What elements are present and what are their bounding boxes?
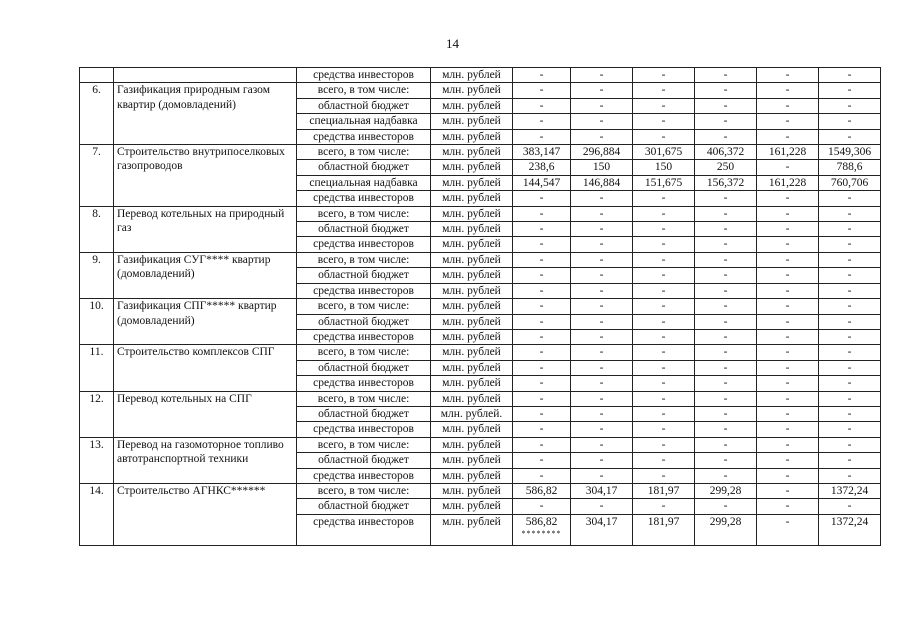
value-cell: - [757,268,819,283]
table-row [80,299,881,314]
value-cell: - [819,437,881,452]
unit-cell: млн. рублей [431,514,513,545]
unit-cell: млн. рублей [431,422,513,437]
value-cell: - [819,329,881,344]
value-cell: - [757,453,819,468]
value-cell: - [633,345,695,360]
value-cell: - [695,114,757,129]
unit-cell: млн. рублей [431,237,513,252]
row-number-cell: 7. [80,145,114,207]
value-cell: - [695,406,757,421]
value-cell: - [513,237,571,252]
table-row [80,483,881,498]
value-cell: - [571,360,633,375]
unit-cell: млн. рублей [431,453,513,468]
value-cell: - [819,453,881,468]
value-cell: - [513,376,571,391]
table-row [80,68,881,83]
value-cell: 250 [695,160,757,175]
value-cell: - [513,453,571,468]
funding-source-cell: областной бюджет [297,360,431,375]
value-cell: - [513,437,571,452]
value-cell: - [571,422,633,437]
budget-table-wrap [79,67,881,546]
value-cell: - [819,129,881,144]
value-cell: - [819,98,881,113]
value-cell: - [819,114,881,129]
row-number-cell: 9. [80,252,114,298]
value-cell: - [633,283,695,298]
value-cell: - [819,499,881,514]
value-cell: - [757,422,819,437]
value-cell: - [571,406,633,421]
value-cell: - [633,206,695,221]
item-name-cell: Перевод на газомоторное топливо автотранспортной техники [114,437,297,483]
unit-cell: млн. рублей [431,345,513,360]
value-cell: - [695,453,757,468]
funding-source-cell: средства инвесторов [297,191,431,206]
value-cell: - [819,406,881,421]
value-cell: - [695,283,757,298]
value-cell: - [571,376,633,391]
value-cell: - [757,252,819,267]
value-cell: - [757,314,819,329]
value-cell: - [513,314,571,329]
value-cell: - [819,83,881,98]
value-cell: - [819,237,881,252]
value-cell: - [571,129,633,144]
value-cell: - [757,483,819,498]
value-cell: 296,884 [571,145,633,160]
value-cell: - [571,252,633,267]
unit-cell: млн. рублей [431,206,513,221]
unit-cell: млн. рублей [431,129,513,144]
value-cell: - [513,191,571,206]
value-cell: 299,28 [695,483,757,498]
value-cell: - [757,437,819,452]
value-cell [513,514,571,545]
value-cell: - [571,314,633,329]
unit-cell: млн. рублей. [431,406,513,421]
funding-source-cell: всего, в том числе: [297,345,431,360]
item-name-cell: Строительство АГНКС****** [114,483,297,545]
funding-source-cell: средства инвесторов [297,422,431,437]
value-cell: - [513,68,571,83]
funding-source-cell: всего, в том числе: [297,83,431,98]
value-cell: - [571,98,633,113]
value-cell: - [695,252,757,267]
value-cell: - [633,222,695,237]
value-cell: - [757,376,819,391]
value-cell: - [819,299,881,314]
unit-cell: млн. рублей [431,145,513,160]
value-cell: 301,675 [633,145,695,160]
value-cell: - [757,160,819,175]
funding-source-cell: всего, в том числе: [297,145,431,160]
value-cell: 299,28 [695,514,757,545]
value-cell: - [513,283,571,298]
value-cell: - [633,83,695,98]
funding-source-cell: областной бюджет [297,499,431,514]
value-cell: - [571,499,633,514]
value-cell: - [513,222,571,237]
row-number-cell: 14. [80,483,114,545]
funding-source-cell: всего, в том числе: [297,206,431,221]
row-number-cell: 10. [80,299,114,345]
value-cell: - [571,206,633,221]
value-cell: - [633,114,695,129]
value-cell: 150 [633,160,695,175]
value-cell: - [695,437,757,452]
table-body [80,68,881,546]
value-cell: - [513,299,571,314]
value-cell: - [757,191,819,206]
value-cell: - [695,237,757,252]
value-cell: - [633,453,695,468]
unit-cell: млн. рублей [431,191,513,206]
value-cell: - [633,299,695,314]
value-cell: - [513,98,571,113]
funding-source-cell: средства инвесторов [297,514,431,545]
unit-cell: млн. рублей [431,329,513,344]
value-cell: 760,706 [819,175,881,190]
value-cell: - [513,360,571,375]
value-cell: - [757,360,819,375]
value-cell: - [571,283,633,298]
funding-source-cell: средства инвесторов [297,68,431,83]
value-cell: - [633,391,695,406]
value-cell: - [633,422,695,437]
funding-source-cell: всего, в том числе: [297,299,431,314]
table-row [80,252,881,267]
item-name-cell: Перевод котельных на СПГ [114,391,297,437]
unit-cell: млн. рублей [431,468,513,483]
funding-source-cell: областной бюджет [297,268,431,283]
value-cell: - [513,468,571,483]
row-number-cell [80,68,114,83]
value-cell: - [819,468,881,483]
value-cell: - [819,252,881,267]
value-cell: - [513,391,571,406]
value-cell: - [633,360,695,375]
value-cell: - [695,98,757,113]
unit-cell: млн. рублей [431,360,513,375]
value-cell: - [757,283,819,298]
funding-source-cell: средства инвесторов [297,468,431,483]
value-cell: 150 [571,160,633,175]
value-cell: 161,228 [757,175,819,190]
unit-cell: млн. рублей [431,160,513,175]
table-row [80,145,881,160]
row-number-cell: 8. [80,206,114,252]
unit-cell: млн. рублей [431,98,513,113]
value-cell: - [571,268,633,283]
value-cell: 304,17 [571,514,633,545]
value-cell: - [819,360,881,375]
value-cell: - [633,237,695,252]
funding-source-cell: областной бюджет [297,160,431,175]
unit-cell: млн. рублей [431,68,513,83]
value-cell: 181,97 [633,514,695,545]
value-cell: - [571,345,633,360]
value-cell: - [695,422,757,437]
value-cell: - [819,222,881,237]
table-row [80,391,881,406]
value-cell: 151,675 [633,175,695,190]
value-cell: - [757,222,819,237]
unit-cell: млн. рублей [431,391,513,406]
unit-cell: млн. рублей [431,376,513,391]
value-cell: - [633,252,695,267]
page-number: 14 [446,36,459,51]
unit-cell: млн. рублей [431,114,513,129]
value-cell: - [633,468,695,483]
value-cell: - [819,68,881,83]
funding-source-cell: средства инвесторов [297,376,431,391]
value-cell: - [633,98,695,113]
item-name-cell: Строительство комплексов СПГ [114,345,297,391]
value-cell: 1372,24 [819,514,881,545]
value-cell: - [571,453,633,468]
value-cell: 161,228 [757,145,819,160]
value-cell: 144,547 [513,175,571,190]
value-cell: - [819,345,881,360]
value-cell: - [757,299,819,314]
budget-table [79,67,881,546]
value-cell: - [757,206,819,221]
funding-source-cell: всего, в том числе: [297,437,431,452]
value-cell: - [695,468,757,483]
unit-cell: млн. рублей [431,268,513,283]
unit-cell: млн. рублей [431,175,513,190]
value-cell: - [819,376,881,391]
funding-source-cell: всего, в том числе: [297,252,431,267]
value-cell: - [513,345,571,360]
value-cell: - [513,129,571,144]
unit-cell: млн. рублей [431,437,513,452]
table-row [80,83,881,98]
value-cell: - [695,499,757,514]
value-cell: - [513,422,571,437]
value-cell: - [695,83,757,98]
value-cell: - [757,499,819,514]
value-cell: - [757,114,819,129]
value-cell: - [695,206,757,221]
value-cell: 383,147 [513,145,571,160]
unit-cell: млн. рублей [431,252,513,267]
funding-source-cell: областной бюджет [297,406,431,421]
value-cell: - [819,283,881,298]
value-cell: - [695,268,757,283]
value-cell: - [819,422,881,437]
item-name-cell: Газификация природным газом квартир (домовладений) [114,83,297,145]
row-number-cell: 11. [80,345,114,391]
item-name-cell [114,68,297,83]
value-cell: - [571,191,633,206]
value-cell: - [695,376,757,391]
value-cell: - [695,299,757,314]
value-cell: - [819,191,881,206]
value-cell: - [695,345,757,360]
value-cell: 181,97 [633,483,695,498]
value-cell: - [513,329,571,344]
funding-source-cell: областной бюджет [297,222,431,237]
value-cell: - [757,514,819,545]
funding-source-cell: средства инвесторов [297,329,431,344]
funding-source-cell: всего, в том числе: [297,391,431,406]
value-cell: - [695,222,757,237]
row-number-cell: 12. [80,391,114,437]
unit-cell: млн. рублей [431,83,513,98]
value-cell: 788,6 [819,160,881,175]
value-cell: - [695,360,757,375]
value-cell: - [513,252,571,267]
item-name-cell: Газификация СПГ***** квартир (домовладений) [114,299,297,345]
value-cell: - [633,329,695,344]
value-cell: - [571,299,633,314]
unit-cell: млн. рублей [431,483,513,498]
funding-source-cell: специальная надбавка [297,175,431,190]
value-cell: - [633,191,695,206]
value-cell: - [571,237,633,252]
row-number-cell: 6. [80,83,114,145]
unit-cell: млн. рублей [431,314,513,329]
value-cell: - [757,329,819,344]
item-name-cell: Строительство внутрипоселковых газопроводов [114,145,297,207]
value-cell: - [513,114,571,129]
value-cell: 304,17 [571,483,633,498]
item-name-cell: Перевод котельных на природный газ [114,206,297,252]
funding-source-cell: средства инвесторов [297,129,431,144]
value-cell: - [633,437,695,452]
funding-source-cell: всего, в том числе: [297,483,431,498]
value-cell: - [695,391,757,406]
value-cell: - [757,129,819,144]
value-cell: - [571,329,633,344]
funding-source-cell: специальная надбавка [297,114,431,129]
value-cell: - [513,206,571,221]
table-row [80,437,881,452]
value-cell: - [513,83,571,98]
value-cell: - [819,391,881,406]
value-cell: 1372,24 [819,483,881,498]
value-cell: - [513,406,571,421]
funding-source-cell: областной бюджет [297,453,431,468]
row-number-cell: 13. [80,437,114,483]
value-cell: - [633,68,695,83]
value-cell: - [571,83,633,98]
value-cell: - [757,406,819,421]
value-cell: - [695,314,757,329]
table-row [80,345,881,360]
footnote-marker: ******** [521,529,562,539]
value-cell: - [633,129,695,144]
unit-cell: млн. рублей [431,283,513,298]
value-cell: - [757,468,819,483]
value-cell: - [695,329,757,344]
value-cell: - [695,191,757,206]
value-cell: - [571,114,633,129]
funding-source-cell: областной бюджет [297,98,431,113]
value-cell: 1549,306 [819,145,881,160]
value-cell: - [513,268,571,283]
funding-source-cell: средства инвесторов [297,283,431,298]
unit-cell: млн. рублей [431,499,513,514]
value-cell: - [757,68,819,83]
value-cell: - [695,68,757,83]
value-cell: - [757,345,819,360]
value-cell: - [819,268,881,283]
value-cell: - [571,437,633,452]
funding-source-cell: средства инвесторов [297,237,431,252]
value-cell: - [571,222,633,237]
value-cell: - [633,376,695,391]
value-cell: 238,6 [513,160,571,175]
value-cell: - [757,391,819,406]
value-cell: 586,82 [513,483,571,498]
value-cell: - [571,391,633,406]
value-cell: - [819,314,881,329]
unit-cell: млн. рублей [431,299,513,314]
table-row [80,206,881,221]
item-name-cell: Газификация СУГ**** квартир (домовладений) [114,252,297,298]
value-cell: - [633,268,695,283]
value-cell: - [571,468,633,483]
value-cell: - [571,68,633,83]
value-cell: - [633,406,695,421]
value-text: 586,82 [525,515,558,528]
value-cell: - [633,314,695,329]
value-cell: - [757,98,819,113]
value-cell: - [513,499,571,514]
funding-source-cell: областной бюджет [297,314,431,329]
value-cell: 146,884 [571,175,633,190]
value-cell: - [695,129,757,144]
value-cell: - [633,499,695,514]
value-cell: - [757,237,819,252]
value-cell: - [757,83,819,98]
value-cell: - [819,206,881,221]
unit-cell: млн. рублей [431,222,513,237]
value-cell: 406,372 [695,145,757,160]
value-cell: 156,372 [695,175,757,190]
